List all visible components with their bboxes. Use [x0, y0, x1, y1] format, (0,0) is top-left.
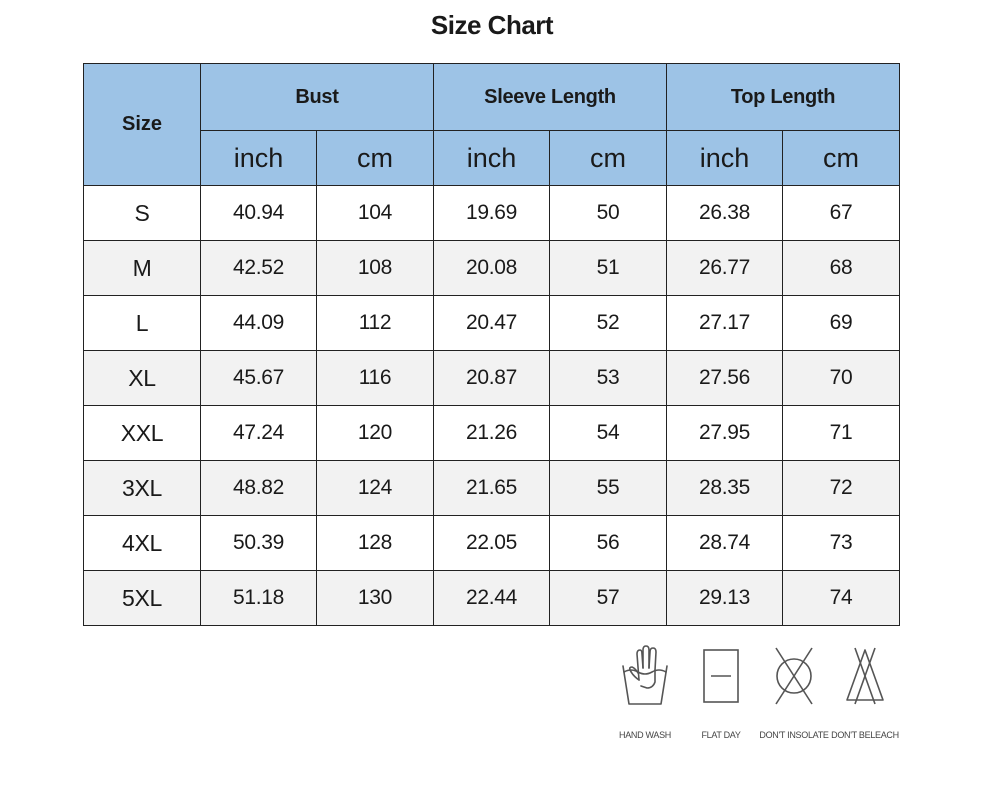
bust-inch-cell: 42.52: [201, 241, 317, 296]
top-length-header: Top Length: [667, 64, 900, 131]
size-cell: 3XL: [84, 461, 201, 516]
top-length-inch-cell: 29.13: [667, 571, 783, 626]
hand-wash-icon: [615, 640, 675, 710]
top-length-inch-cell: 27.95: [667, 406, 783, 461]
table-row: [84, 406, 900, 461]
sleeve-cm-cell: 50: [550, 186, 667, 241]
sleeve-cm-cell: 51: [550, 241, 667, 296]
top-length-cm-cell: 74: [783, 571, 900, 626]
sleeve-cm-cell: 53: [550, 351, 667, 406]
top-length-inch-cell: 28.74: [667, 516, 783, 571]
top-length-inch-cell: 27.17: [667, 296, 783, 351]
sleeve-inch-cell: 20.08: [434, 241, 550, 296]
bust-cm-cell: 128: [317, 516, 434, 571]
table-row: [84, 186, 900, 241]
bust-inch-cell: 47.24: [201, 406, 317, 461]
bust-inch-cell: 51.18: [201, 571, 317, 626]
unit-header: inch: [667, 131, 783, 186]
top-length-inch-cell: 27.56: [667, 351, 783, 406]
unit-header: cm: [783, 131, 900, 186]
bust-cm-cell: 124: [317, 461, 434, 516]
top-length-cm-cell: 73: [783, 516, 900, 571]
do-not-bleach-label: DON'T BELEACH: [831, 730, 899, 740]
table-row: [84, 351, 900, 406]
bust-cm-cell: 108: [317, 241, 434, 296]
unit-header: inch: [201, 131, 317, 186]
top-length-cm-cell: 72: [783, 461, 900, 516]
flat-dry-label: FLAT DAY: [701, 730, 741, 740]
bust-inch-cell: 40.94: [201, 186, 317, 241]
table-row: [84, 296, 900, 351]
table-row: [84, 571, 900, 626]
header-row-units: [84, 131, 900, 186]
size-cell: M: [84, 241, 201, 296]
table-row: [84, 461, 900, 516]
do-not-bleach-icon: [835, 640, 895, 710]
size-cell: XL: [84, 351, 201, 406]
sleeve-length-header: Sleeve Length: [434, 64, 667, 131]
sleeve-inch-cell: 21.65: [434, 461, 550, 516]
top-length-cm-cell: 69: [783, 296, 900, 351]
bust-cm-cell: 104: [317, 186, 434, 241]
size-cell: 4XL: [84, 516, 201, 571]
size-cell: S: [84, 186, 201, 241]
bust-cm-cell: 112: [317, 296, 434, 351]
unit-header: inch: [434, 131, 550, 186]
sleeve-inch-cell: 21.26: [434, 406, 550, 461]
top-length-cm-cell: 70: [783, 351, 900, 406]
care-do-not-bleach: [820, 640, 910, 750]
top-length-inch-cell: 26.77: [667, 241, 783, 296]
header-row-groups: [84, 64, 900, 131]
bust-inch-cell: 50.39: [201, 516, 317, 571]
top-length-inch-cell: 28.35: [667, 461, 783, 516]
table-row: [84, 516, 900, 571]
sleeve-inch-cell: 22.44: [434, 571, 550, 626]
size-cell: L: [84, 296, 201, 351]
sleeve-cm-cell: 54: [550, 406, 667, 461]
flat-dry-icon: [691, 640, 751, 710]
size-cell: XXL: [84, 406, 201, 461]
bust-cm-cell: 120: [317, 406, 434, 461]
bust-header: Bust: [201, 64, 434, 131]
bust-cm-cell: 116: [317, 351, 434, 406]
sleeve-cm-cell: 57: [550, 571, 667, 626]
sleeve-inch-cell: 20.87: [434, 351, 550, 406]
bust-inch-cell: 45.67: [201, 351, 317, 406]
sleeve-inch-cell: 22.05: [434, 516, 550, 571]
table-row: [84, 241, 900, 296]
top-length-cm-cell: 67: [783, 186, 900, 241]
bust-inch-cell: 44.09: [201, 296, 317, 351]
sleeve-cm-cell: 55: [550, 461, 667, 516]
do-not-tumble-dry-icon: [764, 640, 824, 710]
size-cell: 5XL: [84, 571, 201, 626]
bust-inch-cell: 48.82: [201, 461, 317, 516]
do-not-tumble-dry-label: DON'T INSOLATE: [759, 730, 829, 740]
top-length-inch-cell: 26.38: [667, 186, 783, 241]
sleeve-cm-cell: 56: [550, 516, 667, 571]
top-length-cm-cell: 68: [783, 241, 900, 296]
sleeve-inch-cell: 20.47: [434, 296, 550, 351]
hand-wash-label: HAND WASH: [619, 730, 671, 740]
sleeve-cm-cell: 52: [550, 296, 667, 351]
page-title: Size Chart: [430, 10, 554, 40]
unit-header: cm: [550, 131, 667, 186]
top-length-cm-cell: 71: [783, 406, 900, 461]
unit-header: cm: [317, 131, 434, 186]
size-column-header: Size: [84, 64, 201, 186]
sleeve-inch-cell: 19.69: [434, 186, 550, 241]
bust-cm-cell: 130: [317, 571, 434, 626]
size-chart-table: [83, 63, 900, 626]
